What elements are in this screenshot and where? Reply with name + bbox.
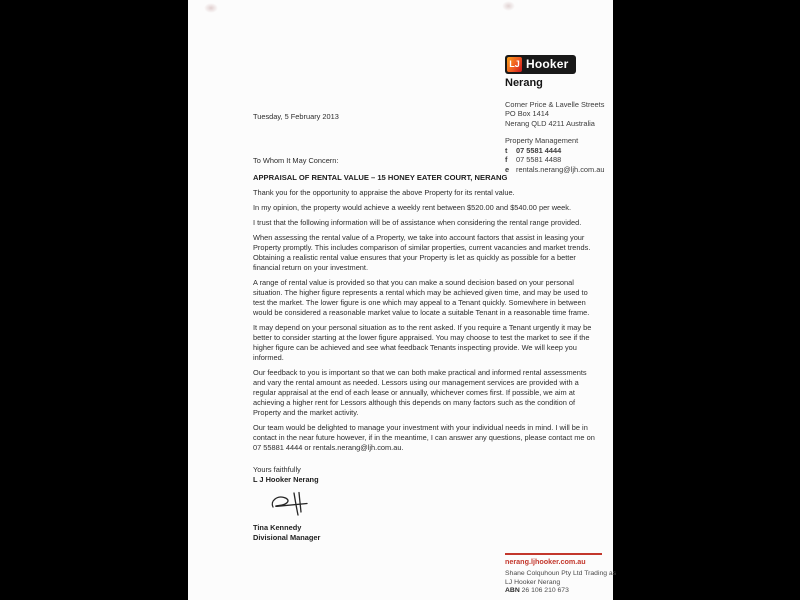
footer-website: nerang.ljhooker.com.au [505, 557, 586, 566]
footer-divider [505, 553, 602, 555]
valediction: Yours faithfully [253, 465, 301, 474]
closing-company: L J Hooker Nerang [253, 475, 319, 484]
fax-label: f [505, 155, 508, 164]
salutation: To Whom It May Concern: [253, 156, 339, 165]
paragraph: When assessing the rental value of a Property, we take into account factors that assist in leasing your Property promptly. This includes comparison of similar properties, current vacancies and market trends. Obtaining a realistic rental value ensures that your Property is let as quickly as possible for a better financial return on your investment. [253, 233, 591, 272]
signatory-name: Tina Kennedy [253, 523, 302, 532]
footer-company-line: Shane Colquhoun Pty Ltd Trading as [505, 570, 617, 577]
paragraph: A range of rental value is provided so that you can make a sound decision based on your personal situation. The higher figure represents a rental which may be achieved given time, and may be used to test the market. The lower figure is one which may appeal to a Tenant quickly. Somewhere in between would be considered a reasonable market value to locate a suitable Tenant in a reasonable time frame. [253, 278, 590, 317]
scan-smudge [502, 1, 515, 11]
signature [267, 490, 599, 520]
paragraph: Our team would be delighted to manage your investment with your individual needs in mind. I will be in contact in the near future however, if in the meantime, I can answer any questions, please contact me on 07 55881 4444 or rentals.nerang@ljh.com.au. [253, 423, 595, 452]
letter-page [188, 0, 617, 600]
department-label: Property Management [505, 136, 579, 145]
address-line: Nerang QLD 4211 Australia [505, 118, 595, 128]
footer-company [505, 570, 625, 587]
page-footer [505, 553, 625, 596]
scan-smudge [204, 3, 218, 13]
phone-number: 07 5581 4444 [516, 145, 562, 155]
address-line: Corner Price & Lavelle Streets [505, 99, 605, 109]
phone-label: t [505, 145, 508, 155]
letter-body [253, 107, 599, 543]
email-address: rentals.nerang@ljh.com.au [516, 164, 605, 174]
footer-abn [505, 587, 625, 596]
signatory-title: Divisional Manager [253, 533, 321, 542]
office-name: Nerang [505, 76, 543, 89]
paragraph: Thank you for the opportunity to appraise the above Property for its rental value. [253, 188, 515, 197]
paragraph: Our feedback to you is important so that we can both make practical and informed rental assessments and vary the rental amount as needed. Lessors using our management services are provided with a regular appraisal at the end of each lease or annually, whichever comes first. If possible, we aim at achieving a higher rent for Lessors although this depends on many factors such as the condition of Property and the market activity. [253, 368, 587, 417]
closing-block [253, 465, 599, 543]
address-line: PO Box 1414 [505, 109, 549, 118]
abn-value: 26 106 210 673 [521, 587, 569, 595]
brand-name: Hooker [526, 57, 569, 71]
paragraph: I trust that the following information will be of assistance when considering the rental range provided. [253, 218, 582, 227]
footer-company-line: LJ Hooker Nerang [505, 578, 561, 586]
email-label: e [505, 164, 510, 174]
paragraph: In my opinion, the property would achieve a weekly rent between $520.00 and $540.00 per week. [253, 203, 572, 212]
letter-date: Tuesday, 5 February 2013 [253, 112, 339, 121]
subject-line: APPRAISAL OF RENTAL VALUE – 15 HONEY EATER COURT, NERANG [253, 173, 508, 182]
paragraph: It may depend on your personal situation as to the rent asked. If you require a Tenant urgently it may be better to consider starting at the lower figure appraised. You may choose to test the market to see if the higher figure can be achieved and see what feedback Tenants inspecting provide. We will keep you informed. [253, 323, 592, 362]
lj-monogram-icon: LJ [507, 57, 522, 72]
abn-label: ABN [505, 587, 522, 595]
lj-hooker-logo [505, 55, 576, 74]
fax-number: 07 5581 4488 [516, 155, 562, 164]
